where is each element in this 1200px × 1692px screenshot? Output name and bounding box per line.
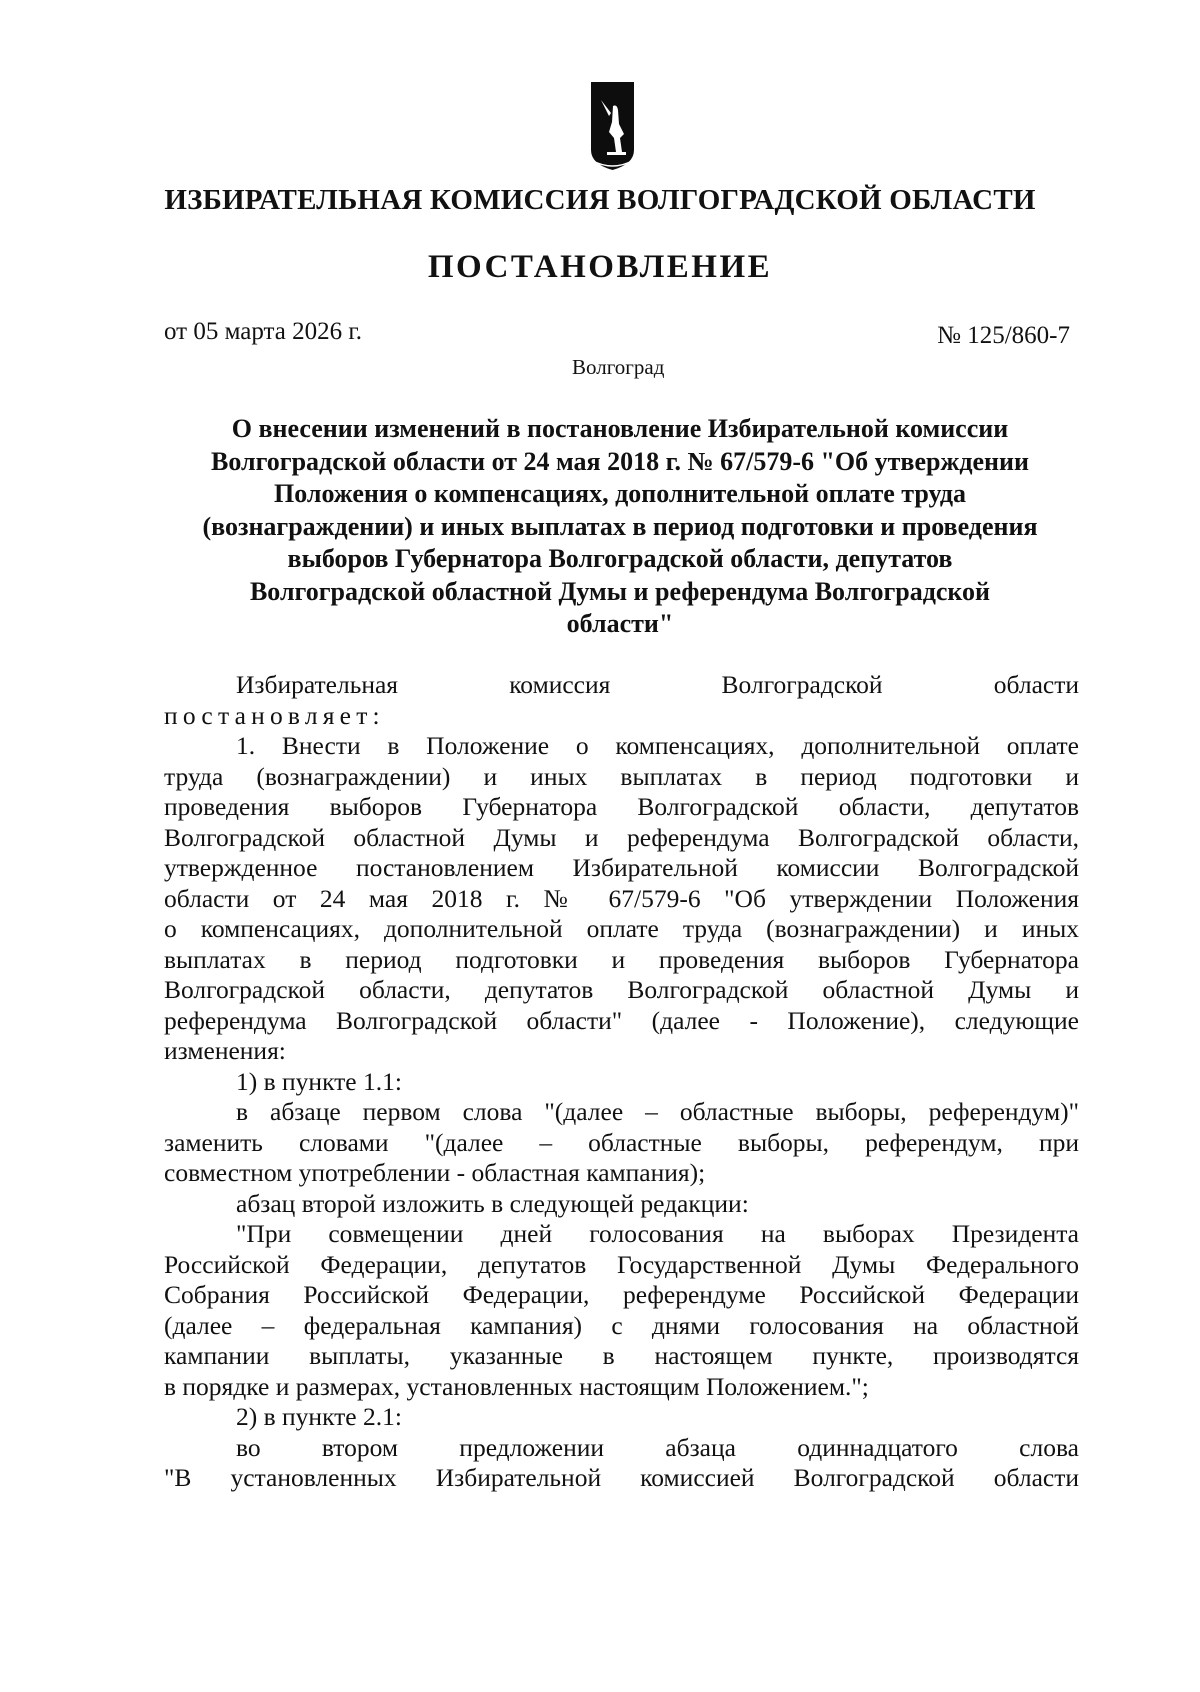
document-subject [150,413,1090,641]
subject-line: области" [566,609,674,638]
organization-title: ИЗБИРАТЕЛЬНАЯ КОМИССИЯ ВОЛГОГРАДСКОЙ ОБЛАСТИ [164,184,1036,216]
document-type: ПОСТАНОВЛЕНИЕ [427,249,773,285]
body-line: утвержденное постановлением Избирательной комиссии Волгоградской [164,853,1079,882]
body-line: постановляет: [164,700,385,730]
body-line: "При совмещении дней голосования на выборах Президента [236,1219,1079,1248]
body-line: кампании выплаты, указанные в настоящем пункте, производятся [164,1341,1079,1370]
body-line: 1) в пункте 1.1: [236,1066,402,1096]
body-line: 2) в пункте 2.1: [236,1402,402,1431]
document-city: Волгоград [572,355,665,379]
body-line: Собрания Российской Федерации, референдуме Российской Федерации [164,1280,1079,1309]
body-line: референдума Волгоградской области" (далее - Положение), следующие [164,1005,1079,1035]
subject-line: О внесении изменений в постановление Избирательной комиссии [231,414,1009,443]
subject-line: Положения о компенсациях, дополнительной оплате труда [273,479,966,508]
body-line: Волгоградской области, депутатов Волгоградской областной Думы и [164,975,1079,1004]
body-line: области от 24 мая 2018 г. № 67/579-6 "Об утверждении Положения [164,883,1079,913]
body-line: Волгоградской областной Думы и референдума Волгоградской области, [164,822,1079,852]
body-line: совместном употреблении - областная кампания); [164,1158,706,1187]
document-date: от 05 марта 2026 г. [164,318,363,345]
body-line: абзац второй изложить в следующей редакции: [236,1188,749,1218]
subject-line: (вознаграждении) и иных выплатах в период подготовки и проведения [202,511,1038,541]
subject-line: Волгоградской области от 24 мая 2018 г. № 67/579-6 "Об утверждении [211,446,1029,476]
body-line: труда (вознаграждении) и иных выплатах в период подготовки и [164,761,1079,791]
document-body [164,670,1079,1494]
body-line: заменить словами "(далее – областные выборы, референдум, при [164,1127,1079,1157]
body-line: в абзаце первом слова "(далее – областные выборы, референдум)" [236,1097,1079,1126]
subject-line: выборов Губернатора Волгоградской области, депутатов [287,544,953,573]
body-line: в порядке и размерах, установленных настоящим Положением."; [164,1371,869,1401]
body-line: изменения: [164,1036,286,1065]
body-line: во втором предложении абзаца одиннадцатого слова [236,1432,1079,1462]
body-line: проведения выборов Губернатора Волгоградской области, депутатов [164,792,1079,821]
body-line: Избирательная комиссия Волгоградской области [236,670,1079,699]
body-line: 1. Внести в Положение о компенсациях, дополнительной оплате [236,731,1079,760]
document-number: № 125/860-7 [937,322,1070,349]
body-line: о компенсациях, дополнительной оплате труда (вознаграждении) и иных [164,914,1079,943]
body-line: (далее – федеральная кампания) с днями голосования на областной [164,1310,1079,1340]
body-line: выплатах в период подготовки и проведения выборов Губернатора [164,944,1079,974]
body-line: Российской Федерации, депутатов Государственной Думы Федерального [164,1249,1079,1279]
subject-line: Волгоградской областной Думы и референдума Волгоградской [249,576,991,606]
volgograd-coat-of-arms-icon [589,80,636,172]
body-line: "В установленных Избирательной комиссией Волгоградской области [164,1463,1079,1492]
